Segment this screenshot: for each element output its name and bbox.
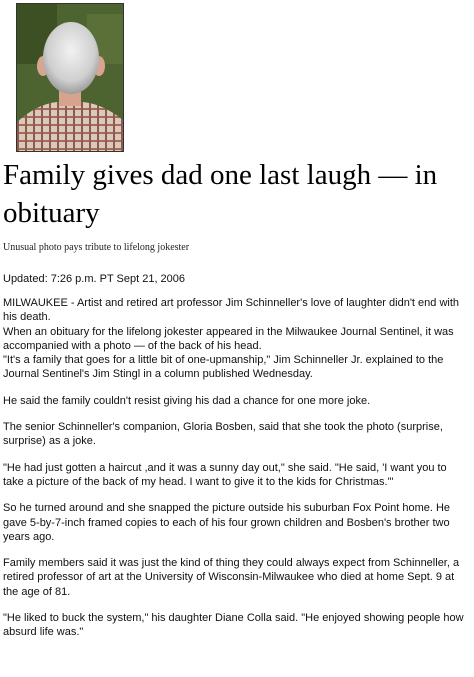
paragraph: So he turned around and she snapped the picture outside his suburban Fox Point home. He gave 5-by-7-inch framed copies to each of his four grown children and Bosben's brother two years ago. [3,502,451,543]
paragraph: MILWAUKEE - Artist and retired art professor Jim Schinneller's love of laughter didn't end with his death. [3,297,460,324]
paragraph: He said the family couldn't resist giving his dad a chance for one more joke. [3,394,371,407]
paragraph: "He had just gotten a haircut ,and it was a sunny day out," she said. "He said, 'I want you to take a picture of the back of my head. I want to give it to the kids for Christmas.'" [3,461,447,488]
paragraph: When an obituary for the lifelong jokester appeared in the Milwaukee Journal Sentinel, it was accompanied with a photo — of the back of his head. [3,325,454,352]
paragraph: "He liked to buck the system," his daughter Diane Colla said. "He enjoyed showing people how absurd life was." [3,612,464,639]
back-of-head-image [17,4,123,151]
headline: Family gives dad one last laugh — in obituary [3,159,438,229]
paragraph: The senior Schinneller's companion, Gloria Bosben, said that she took the photo (surprise, surprise) as a joke. [3,421,443,448]
obituary-photo [16,3,124,152]
paragraph: "It's a family that goes for a little bit of one-upmanship," Jim Schinneller Jr. explained to the Journal Sentinel's Jim Stingl in a column published Wednesday. [3,354,444,381]
subheadline: Unusual photo pays tribute to lifelong jokester [3,242,190,253]
paragraph: Family members said it was just the kind of thing they could always expect from Schinneller, a retired professor of art at the University of Wisconsin-Milwaukee who died at home Sept. 9 at the age of 81. [3,557,460,598]
timestamp: Updated: 7:26 p.m. PT Sept 21, 2006 [3,273,186,285]
article-body [3,296,465,652]
